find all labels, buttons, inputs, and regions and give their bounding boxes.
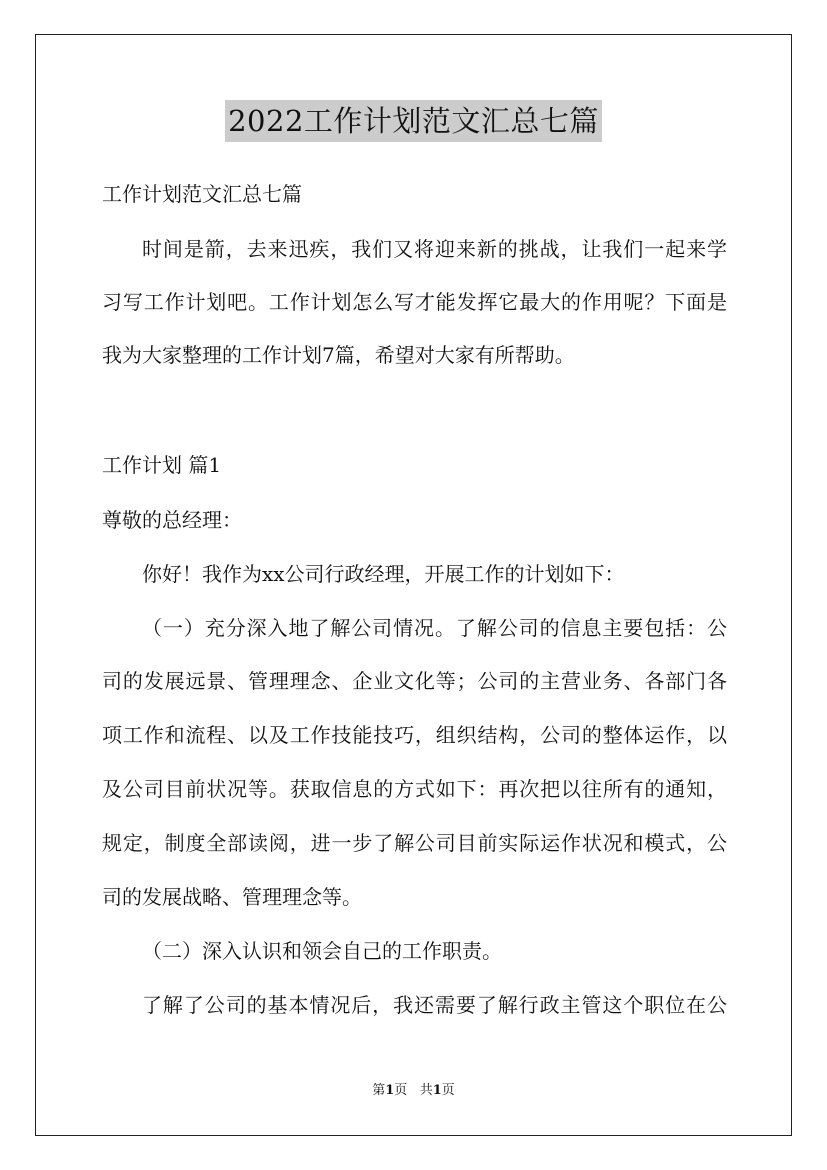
item2-body-line: 了解了公司的基本情况后，我还需要了解行政主管这个职位在公 xyxy=(142,993,727,1017)
greeting-line: 你好！我作为xx公司行政经理，开展工作的计划如下： xyxy=(142,562,625,586)
salutation: 尊敬的总经理： xyxy=(102,508,242,532)
footer-total-unit: 页 xyxy=(441,1083,455,1098)
item1-line-6: 司的发展战略、管理理念等。 xyxy=(102,885,362,909)
item1-line-4: 及公司目前状况等。获取信息的方式如下：再次把以往所有的通知， xyxy=(102,777,727,801)
footer-total-pages: 1 xyxy=(432,1083,442,1098)
intro-line-2: 习写工作计划吧。工作计划怎么写才能发挥它最大的作用呢？下面是 xyxy=(102,290,727,314)
footer-page-current: 1 xyxy=(385,1083,395,1098)
document-title: 2022工作计划范文汇总七篇 xyxy=(225,100,602,142)
item1-line-3: 项工作和流程、以及工作技能技巧，组织结构，公司的整体运作，以 xyxy=(102,723,727,747)
footer-page-prefix: 第 xyxy=(372,1083,386,1098)
item1-line-1: （一）充分深入地了解公司情况。了解公司的信息主要包括：公 xyxy=(142,616,727,640)
item1-line-2: 司的发展远景、管理理念、企业文化等；公司的主营业务、各部门各 xyxy=(102,669,727,693)
intro-line-3: 我为大家整理的工作计划7篇，希望对大家有所帮助。 xyxy=(102,343,575,367)
item1-line-5: 规定，制度全部读阅，进一步了解公司目前实际运作状况和模式，公 xyxy=(102,831,727,855)
document-subtitle: 工作计划范文汇总七篇 xyxy=(102,182,302,206)
footer-page-unit: 页 xyxy=(394,1083,408,1098)
intro-line-1: 时间是箭，去来迅疾，我们又将迎来新的挑战，让我们一起来学 xyxy=(142,237,727,261)
page-footer xyxy=(0,1082,827,1100)
section-heading: 工作计划 篇1 xyxy=(102,453,222,477)
title-container xyxy=(0,100,827,142)
footer-total-prefix: 共 xyxy=(419,1083,433,1098)
item2-heading: （二）深入认识和领会自己的工作职责。 xyxy=(142,939,502,963)
